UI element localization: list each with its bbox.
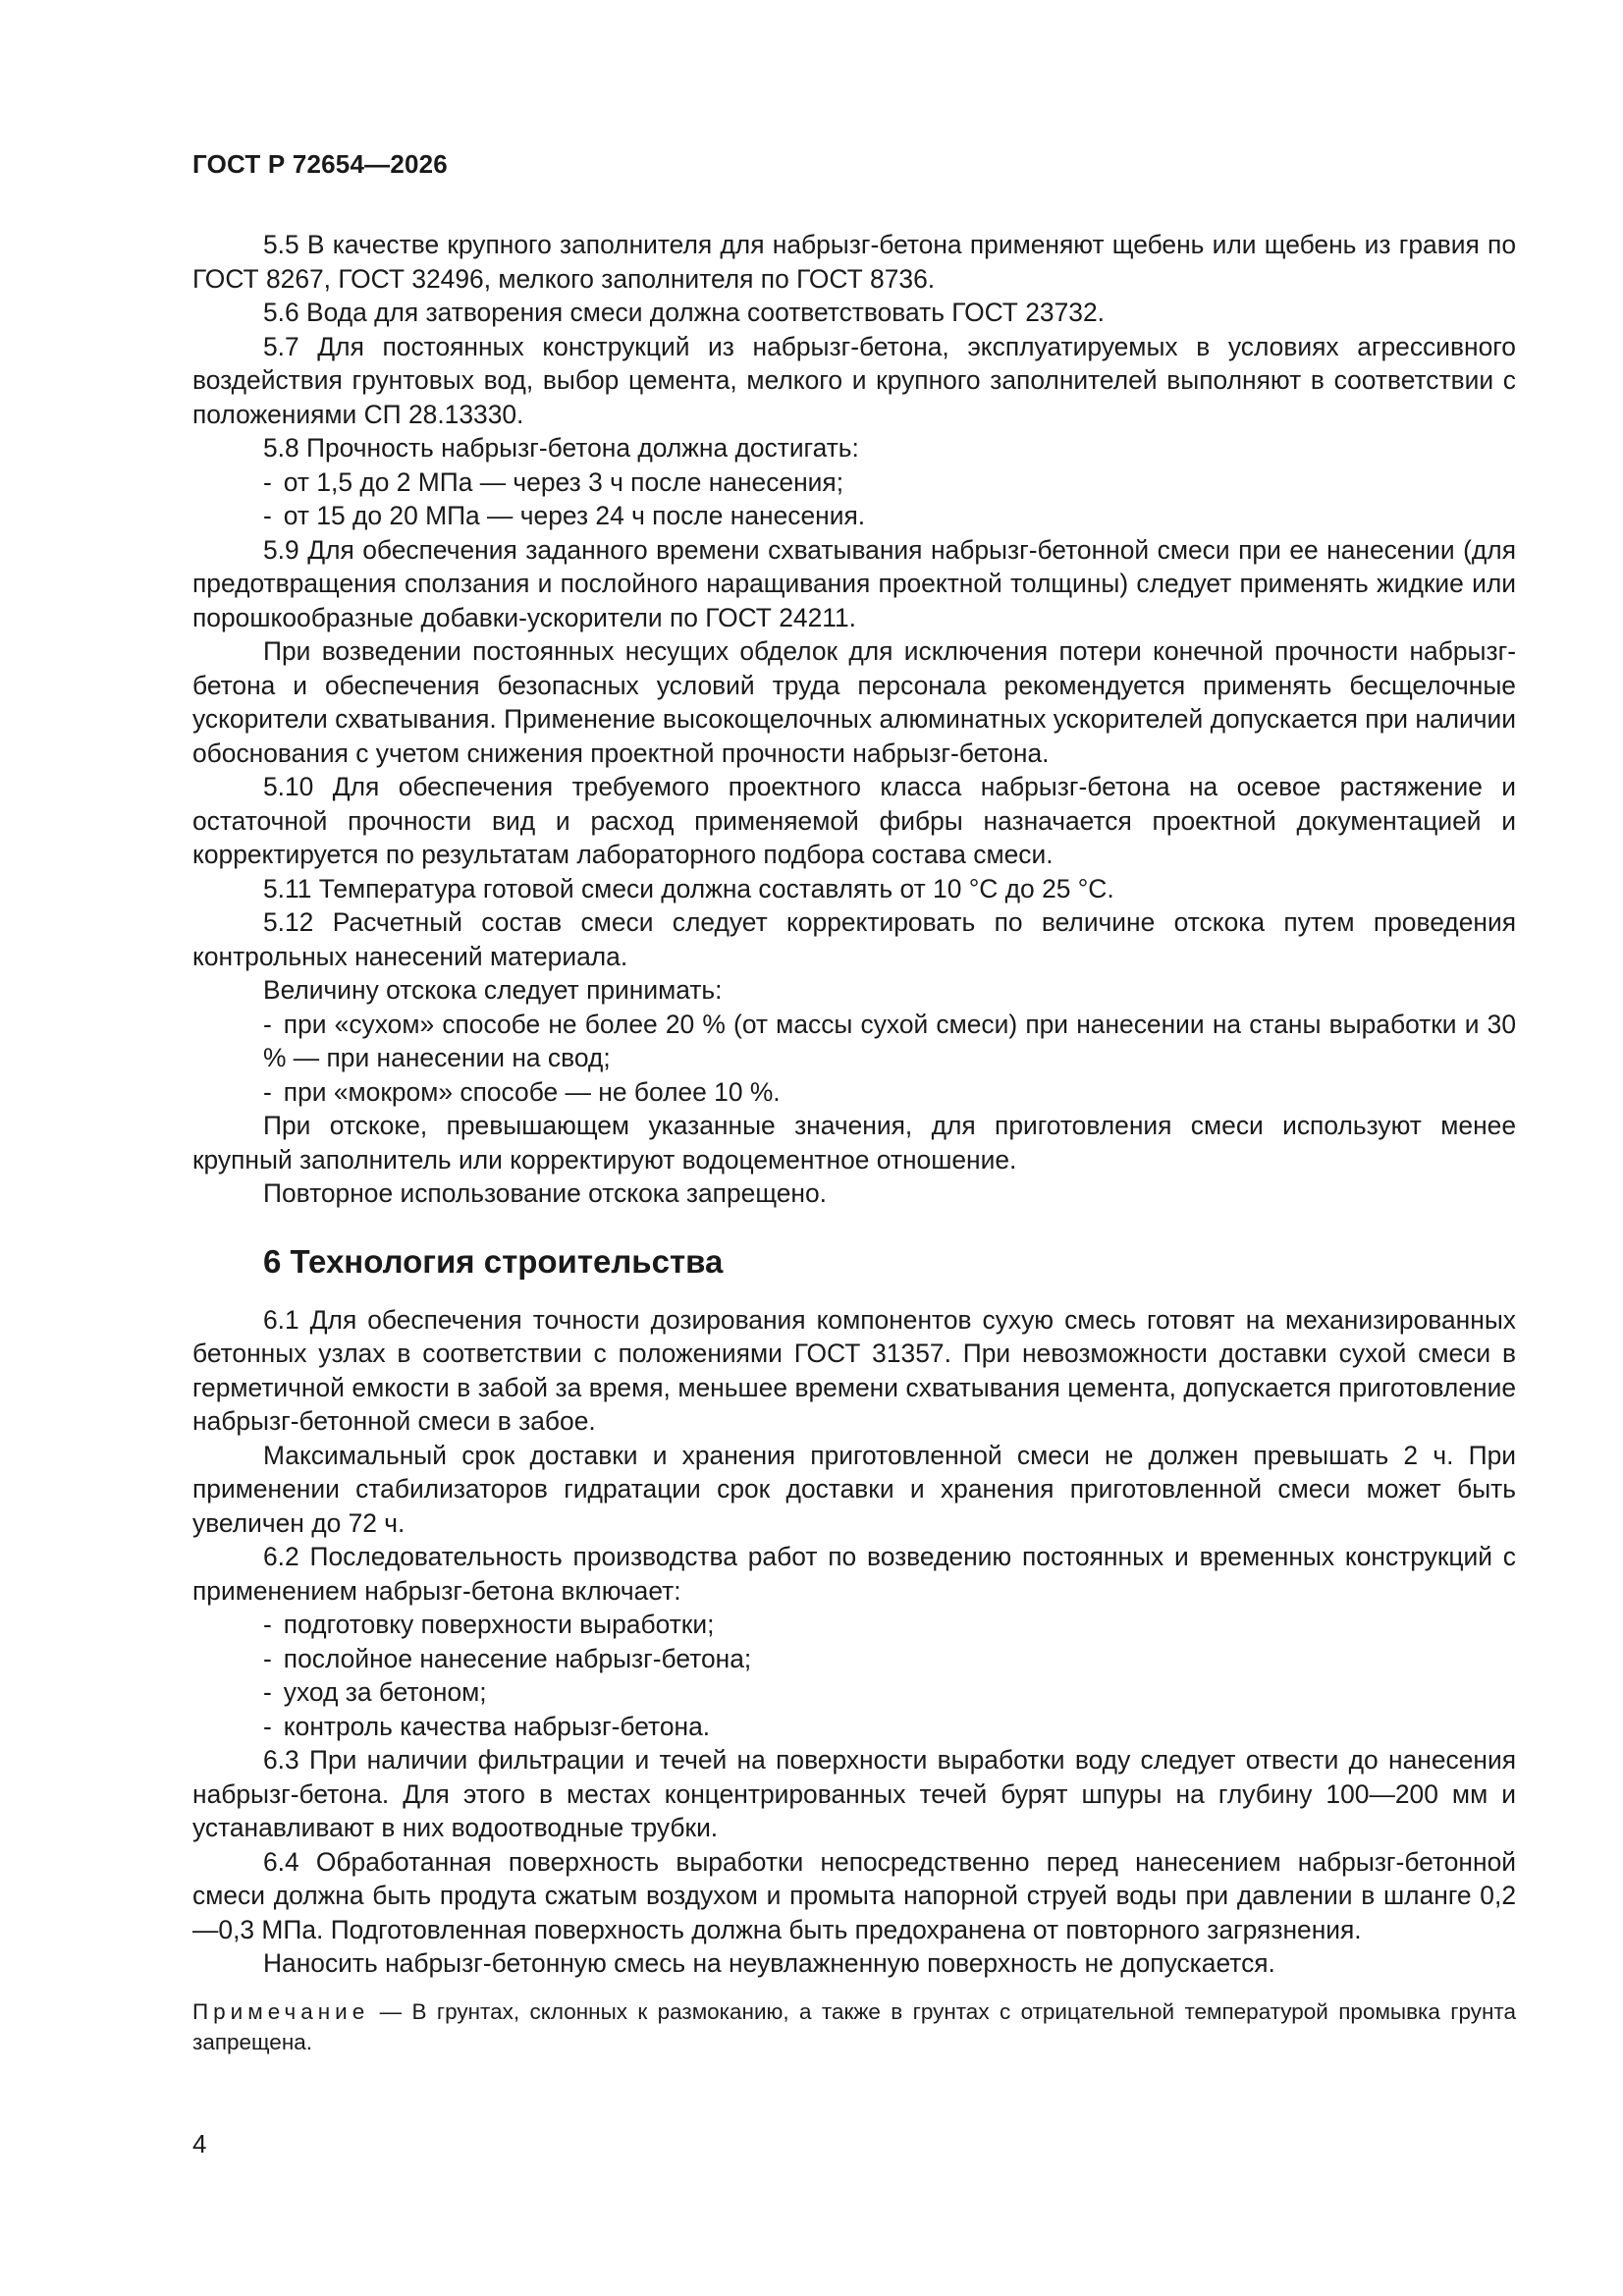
list-dash: - bbox=[263, 501, 272, 530]
list-dash: - bbox=[263, 466, 272, 497]
list-dash: - bbox=[263, 1009, 272, 1039]
paragraph: Наносить набрызг-бетонную смесь на неувлажненную поверхность не допускается. bbox=[263, 1948, 1275, 1978]
paragraph: 6.3 При наличии фильтрации и течей на поверхности выработки воду следует отвести до нанесения набрызг-бетона. Для этого в местах концентрированных течей бурят шпуры на глубину 100—200 мм и устанавливают в них водоотводные трубки. bbox=[192, 1745, 1516, 1842]
paragraph: При возведении постоянных несущих обделок для исключения потери конечной прочности набрызг-бетона и обеспечения безопасных условий труда персонала рекомендуется применять бесщелочные ускорители схватывания. Применение высокощелочных алюминатных ускорителей допускается при наличии обоснования с учетом снижения проектной прочности набрызг-бетона. bbox=[192, 636, 1516, 768]
list-item bbox=[192, 1710, 1516, 1744]
paragraph: При отскоке, превышающем указанные значения, для приготовления смеси используют менее крупный заполнитель или корректируют водоцементное отношение. bbox=[192, 1111, 1516, 1175]
paragraph: Повторное использование отскока запрещено. bbox=[263, 1178, 828, 1208]
list-item bbox=[192, 499, 1516, 533]
paragraph: 5.9 Для обеспечения заданного времени схватывания набрызг-бетонной смеси при ее нанесении (для предотвращения сползания и послойного наращивания проектной толщины) следует применять жидкие или порошкообразные добавки-ускорители по ГОСТ 24211. bbox=[192, 534, 1516, 632]
section-title: 6 Технология строительства bbox=[263, 1242, 724, 1280]
paragraph: 6.4 Обработанная поверхность выработки непосредственно перед нанесением набрызг-бетонной смеси должна быть продута сжатым воздухом и промыта напорной струей воды при давлении в шланге 0,2—0,3 МПа. Подготовленная поверхность должна быть предохранена от повторного загрязнения. bbox=[192, 1846, 1516, 1944]
paragraph: 5.8 Прочность набрызг-бетона должна достигать: bbox=[263, 433, 859, 463]
list-dash: - bbox=[263, 1076, 272, 1107]
paragraph: Максимальный срок доставки и хранения приготовленной смеси не должен превышать 2 ч. При применении стабилизаторов гидратации срок доставки и хранения приготовленной смеси может быть увеличен до 72 ч. bbox=[192, 1440, 1516, 1538]
paragraph: 5.6 Вода для затворения смеси должна соответствовать ГОСТ 23732. bbox=[263, 298, 1105, 327]
list-item bbox=[192, 1675, 1516, 1710]
list-item-text: послойное нанесение набрызг-бетона; bbox=[283, 1643, 752, 1673]
paragraph: 5.11 Температура готовой смеси должна составлять от 10 °С до 25 °С. bbox=[263, 873, 1114, 903]
paragraph: 5.10 Для обеспечения требуемого проектного класса набрызг-бетона на осевое растяжение и остаточной прочности вид и расход применяемой фибры назначается проектной документацией и корректируется по результатам лабораторного подбора состава смеси. bbox=[192, 772, 1516, 869]
paragraph: 6.1 Для обеспечения точности дозирования компонентов сухую смесь готовят на механизированных бетонных узлах в соответствии с положениями ГОСТ 31357. При невозможности доставки сухой смеси в герметичной емкости в забой за время, меньшее времени схватывания цемента, допускается приготовление набрызг-бетонной смеси в забое. bbox=[192, 1304, 1516, 1436]
paragraph: Величину отскока следует принимать: bbox=[263, 975, 723, 1005]
list-item bbox=[192, 1075, 1516, 1110]
note bbox=[192, 1996, 1516, 2057]
document-body bbox=[192, 228, 1516, 2057]
list-item-text: контроль качества набрызг-бетона. bbox=[283, 1711, 711, 1741]
paragraph: 5.7 Для постоянных конструкций из набрызг-бетона, эксплуатируемых в условиях агрессивного воздействия грунтовых вод, выбор цемента, мелкого и крупного заполнителей выполняют в соответствии с положениями СП 28.13330. bbox=[192, 331, 1516, 429]
list-item bbox=[192, 1642, 1516, 1676]
document-header: ГОСТ Р 72654—2026 bbox=[192, 149, 448, 179]
list-item-text: от 1,5 до 2 МПа — через 3 ч после нанесения; bbox=[283, 466, 844, 497]
section-6-text bbox=[192, 1303, 1516, 1981]
list-item-text: при «сухом» способе не более 20 % (от массы сухой смеси) при нанесении на станы выработки и 30 % — при нанесении на свод; bbox=[263, 1009, 1516, 1072]
section-5-text bbox=[192, 228, 1516, 1211]
list-item-text: уход за бетоном; bbox=[283, 1677, 487, 1707]
list-dash: - bbox=[263, 1677, 272, 1707]
note-label: Примечание bbox=[192, 1998, 370, 2024]
paragraph: 6.2 Последовательность производства работ по возведению постоянных и временных конструкций с применением набрызг-бетона включает: bbox=[192, 1542, 1516, 1606]
paragraph: 5.12 Расчетный состав смеси следует корректировать по величине отскока путем проведения контрольных нанесений материала. bbox=[192, 907, 1516, 971]
paragraph: 5.5 В качестве крупного заполнителя для набрызг-бетона применяют щебень или щебень из гравия по ГОСТ 8267, ГОСТ 32496, мелкого заполнителя по ГОСТ 8736. bbox=[192, 230, 1516, 294]
list-dash: - bbox=[263, 1610, 272, 1639]
note-text: — В грунтах, склонных к размоканию, а также в грунтах с отрицательной температурой промывка грунта запрещена. bbox=[192, 1998, 1516, 2054]
list-item bbox=[192, 1608, 1516, 1642]
list-item-text: от 15 до 20 МПа — через 24 ч после нанесения. bbox=[283, 501, 866, 530]
list-dash: - bbox=[263, 1643, 272, 1673]
list-item-text: при «мокром» способе — не более 10 %. bbox=[283, 1076, 781, 1107]
page-number: 4 bbox=[192, 2129, 207, 2159]
list-item bbox=[192, 1008, 1516, 1075]
list-item bbox=[192, 465, 1516, 500]
list-item-text: подготовку поверхности выработки; bbox=[283, 1610, 715, 1639]
list-dash: - bbox=[263, 1711, 272, 1741]
